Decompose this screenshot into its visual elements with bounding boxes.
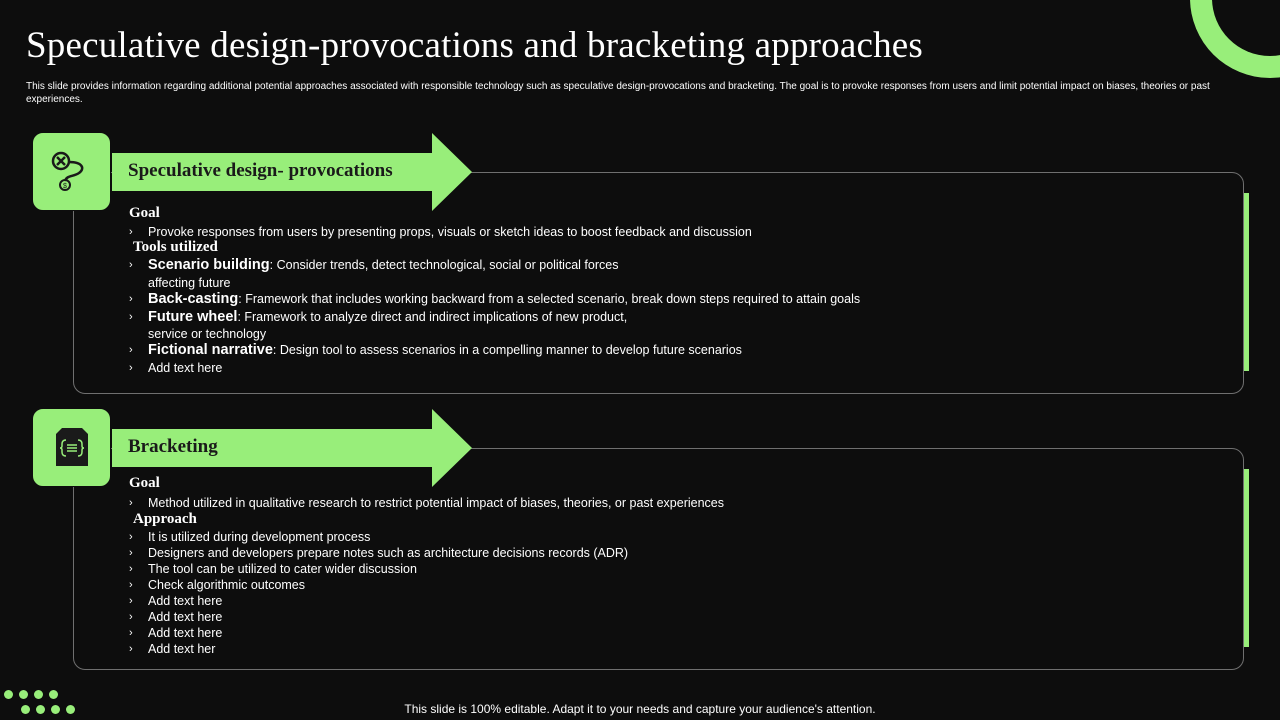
list-item-continuation: service or technology <box>148 327 267 341</box>
bullet-chevron-icon: › <box>129 579 133 591</box>
bullet-chevron-icon: › <box>129 259 133 271</box>
dot <box>34 690 43 699</box>
slide-title: Speculative design-provocations and bracketing approaches <box>26 25 924 66</box>
bullet-chevron-icon: › <box>129 531 133 543</box>
dot <box>49 690 58 699</box>
list-item-continuation: affecting future <box>148 276 231 290</box>
panel-accent-bar <box>1244 193 1249 371</box>
speculative-design-heading: Speculative design- provocations <box>128 160 393 181</box>
svg-text:$: $ <box>62 182 67 190</box>
footer-note: This slide is 100% editable. Adapt it to your needs and capture your audience's attention. <box>404 702 876 716</box>
goal-heading-1: Goal <box>129 205 160 221</box>
tools-heading: Tools utilized <box>133 239 218 255</box>
bracketing-heading: Bracketing <box>128 436 218 457</box>
panel-accent-bar <box>1244 469 1249 647</box>
dot <box>4 690 13 699</box>
bullet-chevron-icon: › <box>129 643 133 655</box>
dot <box>19 690 28 699</box>
bullet-chevron-icon: › <box>129 611 133 623</box>
bracketing-icon-box <box>32 408 111 487</box>
bullet-chevron-icon: › <box>129 311 133 323</box>
bullet-chevron-icon: › <box>129 547 133 559</box>
bullet-chevron-icon: › <box>129 362 133 374</box>
slide-subtitle: This slide provides information regarding additional potential approaches associated with responsible technology such as speculative design-provocations and bracketing. The goal is to provoke responses from users and limit potential impact on biases, theories or past experiences. <box>26 81 1210 105</box>
bullet-chevron-icon: › <box>129 293 133 305</box>
bullet-chevron-icon: › <box>129 226 133 238</box>
bullet-chevron-icon: › <box>129 344 133 356</box>
bullet-chevron-icon: › <box>129 627 133 639</box>
bullet-chevron-icon: › <box>129 595 133 607</box>
route-cost-icon <box>49 149 95 195</box>
speculative-design-icon-box <box>32 132 111 211</box>
bullet-chevron-icon: › <box>129 497 133 509</box>
goal-heading-2: Goal <box>129 475 160 491</box>
code-document-icon <box>54 426 90 470</box>
approach-heading: Approach <box>133 511 197 527</box>
bullet-chevron-icon: › <box>129 563 133 575</box>
speculative-design-panel <box>73 172 1244 394</box>
